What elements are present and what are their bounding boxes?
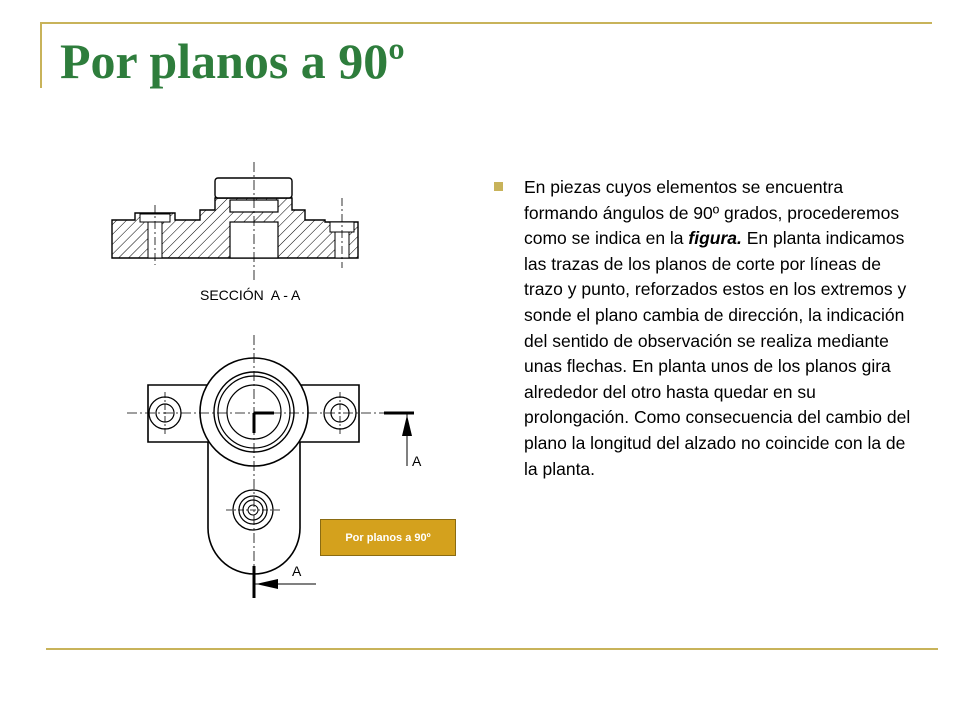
body-text-part1: En piezas cuyos elementos se encuentra formando ángulos de 90º grados, procederemos como se indica en la — [524, 177, 900, 249]
arrow-label-bottom: A — [292, 563, 302, 579]
body-text-part2: En planta indicamos las trazas de los planos de corte por líneas de trazo y punto, reforzados estos en los extremos y sonde el plano cambia de dirección, la indicación del sentido de observación se realiza mediante unas flechas. En planta unos de los planos gira alrededor del otro hasta quedar en su prolongación. Como consecuencia del cambio del plano la longitud del alzado no coincide con la de la planta. — [524, 228, 911, 479]
plan-view — [127, 335, 414, 600]
left-rule — [40, 22, 42, 88]
arrow-label-right: A — [412, 453, 422, 469]
body-paragraph — [524, 175, 914, 482]
body-text-emphasis: figura. — [688, 228, 742, 249]
slide-title: Por planos a 90º — [60, 33, 405, 89]
top-rule — [40, 22, 932, 24]
figure-link-label: Por planos a 90º — [345, 531, 431, 544]
figure-link-button[interactable] — [320, 519, 456, 556]
bottom-rule — [46, 648, 938, 650]
section-view — [112, 162, 358, 280]
section-label: SECCIÓN A - A — [200, 287, 301, 303]
bullet-icon — [494, 182, 503, 191]
